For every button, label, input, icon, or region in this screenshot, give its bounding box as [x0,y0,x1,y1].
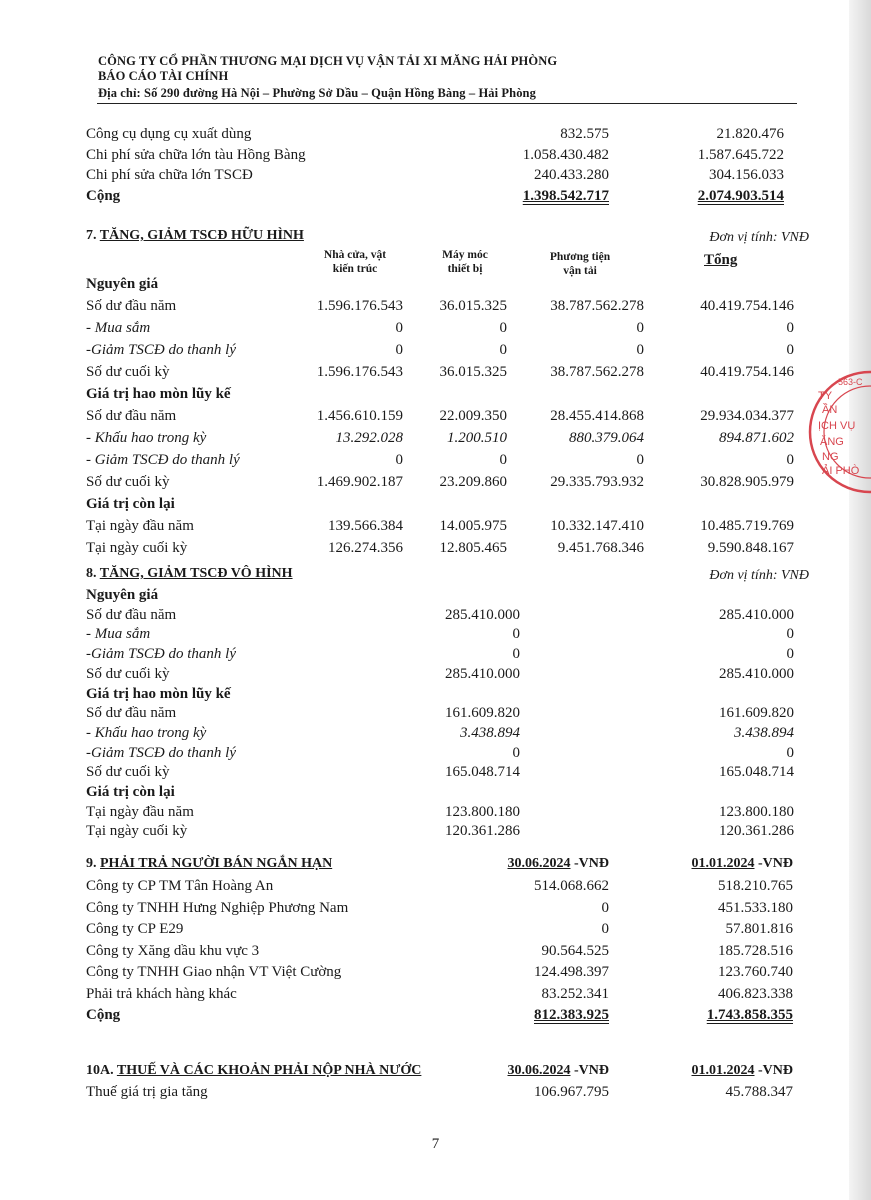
section-number: 10A. [86,1063,114,1078]
stamp-text: TY [818,390,833,402]
row-label: Công ty TNHH Giao nhận VT Việt Cường [86,964,342,980]
value-cell: 139.566.384 [328,518,403,534]
value-cell: 880.379.064 [569,430,644,446]
value-cell: 1.596.176.543 [316,298,403,314]
value-cell: 9.590.848.167 [707,540,794,556]
value-cell: 161.609.820 [719,705,794,722]
group-heading-row [0,386,871,408]
section-number: 8. [86,566,97,581]
value-cell: 1.469.902.187 [316,474,403,490]
row-label: Tại ngày cuối kỳ [86,540,188,556]
group-heading-row [0,686,871,708]
value-cell: 123.800.180 [719,803,794,820]
row-label: Giá trị hao mòn lũy kế [86,386,231,402]
value-cell: 9.451.768.346 [557,540,644,556]
section-title [86,228,304,244]
value-cell: 29.335.793.932 [550,474,644,490]
stamp-text: NG [822,451,839,463]
row-label: Số dư cuối kỳ [86,474,170,490]
row-label: - Giảm TSCĐ do thanh lý [86,452,240,468]
row-label: Phải trả khách hàng khác [86,985,237,1002]
table-row [0,1084,871,1106]
company-stamp [808,357,871,507]
value-cell: 3.438.894 [734,724,794,741]
table-row [0,900,871,922]
stamp-text: ỊCH VỤ [818,420,856,432]
value-cell: 0 [636,452,644,468]
row-label: Cộng [86,1007,121,1023]
value-cell: 0 [601,899,609,916]
stamp-text: ẦN [822,404,838,416]
value-cell: 0 [786,452,794,468]
value-cell: 812.383.925 [534,1007,609,1023]
column-header-line: kiến trúc [332,263,378,275]
column-header [300,248,410,276]
value-cell: 38.787.562.278 [550,298,644,314]
section-number: 9. [86,856,97,871]
value-cell: 451.533.180 [718,899,793,916]
row-label: Chi phí sửa chữa lớn TSCĐ [86,167,253,183]
table-row [0,474,871,496]
section-title [86,856,332,872]
column-header-line: Phương tiện [549,251,611,263]
table-row [0,540,871,562]
row-label: Công ty CP TM Tân Hoàng An [86,878,274,894]
value-cell: 1.200.510 [447,430,507,446]
row-label: Cộng [86,188,121,204]
value-cell: 45.788.347 [725,1084,793,1100]
table-row [0,626,871,648]
value-cell: 0 [786,626,794,643]
value-cell: 14.005.975 [439,518,507,534]
column-date: 30.06.2024 [507,856,571,871]
value-cell: 30.828.905.979 [700,474,794,490]
value-cell: 240.433.280 [534,167,609,183]
value-cell: 0 [395,320,403,336]
value-cell: 894.871.602 [719,430,794,446]
report-title: BÁO CÁO TÀI CHÍNH [98,69,229,83]
section-heading: TĂNG, GIẢM TSCĐ HỮU HÌNH [99,228,304,243]
value-cell: 0 [499,452,507,468]
column-header-line: vận tải [563,265,597,277]
value-cell: 0 [499,342,507,358]
row-label: Giá trị hao mòn lũy kế [86,685,231,702]
row-label: - Mua sắm [86,320,151,336]
value-cell: 90.564.525 [541,942,609,959]
company-address: Địa chỉ: Số 290 đường Hà Nội – Phường Sở Dầu – Quận Hồng Bàng – Hải Phòng [98,86,536,100]
value-cell: 21.820.476 [716,126,784,142]
stamp-text: 563-C [838,377,863,387]
group-heading-row [0,276,871,298]
table-row [0,921,871,943]
column-header-total: Tổng [704,252,738,268]
table-row [0,408,871,430]
value-cell: 10.332.147.410 [550,518,644,534]
column-unit: -VNĐ [754,1063,793,1078]
row-label: Tại ngày đầu năm [86,518,194,534]
column-header [530,250,630,278]
column-unit: -VNĐ [570,856,609,871]
table-row [0,518,871,540]
row-label: Công ty Xăng dầu khu vực 3 [86,942,260,959]
value-cell: 83.252.341 [541,985,609,1002]
table-row [0,666,871,688]
value-cell: 10.485.719.769 [700,518,794,534]
value-cell: 12.805.465 [439,540,507,556]
value-cell: 0 [395,452,403,468]
header-divider [97,103,797,104]
value-cell: 161.609.820 [445,705,520,722]
table-row [0,452,871,474]
value-cell: 1.587.645.722 [697,147,784,163]
column-date: 30.06.2024 [507,1063,571,1078]
row-label: -Giảm TSCĐ do thanh lý [86,646,236,663]
unit-label: Đơn vị tính: VNĐ [709,568,809,583]
row-label: Nguyên giá [86,276,159,292]
value-cell: 23.209.860 [439,474,507,490]
value-cell: 832.575 [560,126,609,142]
row-label: Tại ngày đầu năm [86,803,194,820]
row-label: Thuế giá trị gia tăng [86,1084,208,1100]
row-label: -Giảm TSCĐ do thanh lý [86,342,236,358]
table-row [0,364,871,386]
value-cell: 126.274.356 [328,540,403,556]
table-row [0,745,871,767]
value-cell: 0 [786,320,794,336]
column-header-line: Máy móc [442,249,488,261]
company-name: CÔNG TY CỔ PHẦN THƯƠNG MẠI DỊCH VỤ VẬN TẢI XI MĂNG HẢI PHÒNG [98,54,558,68]
row-label: Số dư đầu năm [86,408,177,424]
value-cell: 0 [512,626,520,643]
table-row [0,964,871,986]
value-cell: 29.934.034.377 [700,408,794,424]
section-number: 7. [86,228,97,243]
row-label: - Khấu hao trong kỳ [86,430,207,446]
value-cell: 185.728.516 [718,942,793,959]
row-label: - Khấu hao trong kỳ [86,724,207,741]
column-header [425,248,505,276]
row-label: Số dư cuối kỳ [86,665,170,682]
page-number: 7 [431,1136,440,1152]
section-heading: THUẾ VÀ CÁC KHOẢN PHẢI NỘP NHÀ NƯỚC [116,1063,422,1078]
value-cell: 1.456.610.159 [316,408,403,424]
value-cell: 406.823.338 [718,985,793,1002]
value-cell: 40.419.754.146 [700,364,794,380]
section-heading: PHẢI TRẢ NGƯỜI BÁN NGẮN HẠN [100,856,333,871]
value-cell: 0 [395,342,403,358]
table-row [0,986,871,1008]
value-cell: 0 [636,342,644,358]
table-row [0,320,871,342]
row-label: Giá trị còn lại [86,496,175,512]
column-header-prior [692,1063,794,1079]
row-label: Số dư đầu năm [86,298,177,314]
value-cell: 28.455.414.868 [550,408,644,424]
row-label: Giá trị còn lại [86,784,175,800]
value-cell: 13.292.028 [335,430,403,446]
table-row [0,126,871,148]
column-header-current [508,1063,610,1079]
value-cell: 0 [601,921,609,937]
table-row [0,342,871,364]
total-row [0,188,871,210]
table-row [0,607,871,629]
value-cell: 22.009.350 [439,408,507,424]
group-heading-row [0,784,871,806]
value-cell: 285.410.000 [445,606,520,623]
row-label: Số dư cuối kỳ [86,764,170,781]
value-cell: 0 [636,320,644,336]
value-cell: 0 [786,342,794,358]
row-label: Chi phí sửa chữa lớn tàu Hồng Bàng [86,147,306,163]
section-title [86,566,293,582]
column-date: 01.01.2024 [691,1063,755,1078]
value-cell: 123.760.740 [718,964,793,980]
stamp-text: ẢI PHÒ [822,465,860,477]
group-heading-row [0,587,871,609]
table-row [0,764,871,786]
value-cell: 0 [786,646,794,663]
value-cell: 1.058.430.482 [522,147,609,163]
value-cell: 124.498.397 [534,964,609,980]
value-cell: 0 [786,744,794,761]
value-cell: 36.015.325 [439,364,507,380]
value-cell: 40.419.754.146 [700,298,794,314]
column-header-line: Nhà cửa, vật [323,249,387,261]
row-label: Số dư đầu năm [86,705,177,722]
value-cell: 2.074.903.514 [697,188,784,204]
column-header-current [508,856,610,872]
table-row [0,823,871,845]
value-cell: 285.410.000 [719,665,794,682]
table-row [0,147,871,169]
row-label: Công cụ dụng cụ xuất dùng [86,126,252,142]
value-cell: 304.156.033 [709,167,784,183]
table-row [0,943,871,965]
value-cell: 165.048.714 [719,764,794,781]
value-cell: 285.410.000 [445,665,520,682]
value-cell: 120.361.286 [719,823,794,840]
value-cell: 106.967.795 [534,1084,609,1100]
value-cell: 36.015.325 [439,298,507,314]
table-row [0,298,871,320]
value-cell: 38.787.562.278 [550,364,644,380]
row-label: Số dư đầu năm [86,606,177,623]
column-date: 01.01.2024 [691,856,755,871]
stamp-text: ĂNG [820,436,844,448]
value-cell: 3.438.894 [460,724,520,741]
row-label: - Mua sắm [86,626,151,643]
row-label: Tại ngày cuối kỳ [86,823,188,840]
value-cell: 165.048.714 [445,764,520,781]
value-cell: 1.398.542.717 [522,188,609,204]
row-label: Công ty CP E29 [86,921,184,937]
table-row [0,804,871,826]
table-row [0,646,871,668]
section-title [86,1063,421,1079]
table-row [0,430,871,452]
value-cell: 0 [499,320,507,336]
row-label: Số dư cuối kỳ [86,364,170,380]
value-cell: 514.068.662 [534,878,609,894]
table-row [0,167,871,189]
row-label: -Giảm TSCĐ do thanh lý [86,744,236,761]
value-cell: 57.801.816 [725,921,793,937]
column-unit: -VNĐ [754,856,793,871]
total-row [0,1007,871,1029]
value-cell: 518.210.765 [718,878,793,894]
unit-label: Đơn vị tính: VNĐ [709,230,809,245]
group-heading-row [0,496,871,518]
column-header-prior [692,856,794,872]
value-cell: 1.743.858.355 [706,1007,793,1023]
row-label: Nguyên giá [86,587,159,603]
table-row [0,725,871,747]
column-unit: -VNĐ [570,1063,609,1078]
value-cell: 0 [512,646,520,663]
value-cell: 285.410.000 [719,606,794,623]
row-label: Công ty TNHH Hưng Nghiệp Phương Nam [86,899,349,916]
table-row [0,878,871,900]
value-cell: 120.361.286 [445,823,520,840]
value-cell: 0 [512,744,520,761]
column-header-line: thiết bị [447,263,483,275]
value-cell: 123.800.180 [445,803,520,820]
value-cell: 1.596.176.543 [316,364,403,380]
table-row [0,705,871,727]
section-heading: TĂNG, GIẢM TSCĐ VÔ HÌNH [99,566,293,581]
